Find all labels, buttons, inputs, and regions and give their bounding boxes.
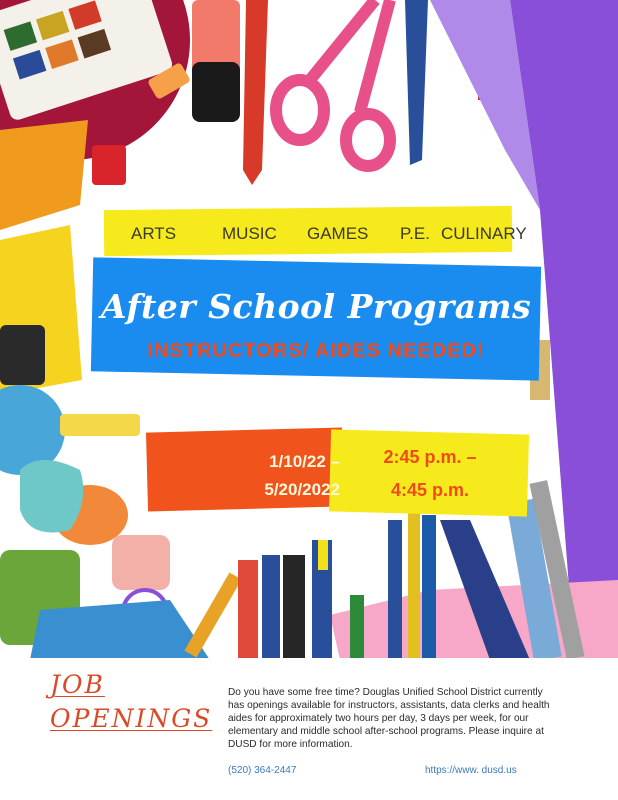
job-description: Do you have some free time? Douglas Unified School District currently has openings available for instructors, assistants, data clerks and health aides for approximately two hours per day, 3 days per week, for our elementary and middle school after-school programs. Please inquire at DUSD for more information.	[228, 687, 550, 750]
start-time: 2:45 p.m. –	[383, 447, 477, 467]
blue-pen-image	[405, 0, 428, 165]
ruler-image	[0, 120, 88, 230]
end-time: 4:45 p.m.	[390, 480, 470, 500]
time-band	[329, 429, 529, 516]
highlighter-image	[192, 0, 240, 122]
start-date: 1/10/22 –	[269, 452, 340, 471]
scissors-image	[276, 0, 390, 166]
page-title: After School Programs	[100, 287, 532, 326]
job-heading-line2: OPENINGS	[50, 704, 213, 733]
end-date: 5/20/2022	[264, 480, 340, 499]
category-pe: P.E.	[400, 224, 430, 243]
category-music: MUSIC	[222, 224, 277, 243]
category-culinary: CULINARY	[441, 224, 527, 243]
subtitle: INSTRUCTORS/ AIDES NEEDED!	[147, 340, 485, 362]
category-games: GAMES	[307, 224, 369, 243]
phone-number: (520) 364-2447	[228, 765, 297, 776]
job-heading-line1: JOB	[50, 670, 105, 699]
red-pencil-image	[243, 0, 268, 185]
category-arts: ARTS	[131, 224, 177, 243]
website-link[interactable]: https://www. dusd.us	[425, 765, 517, 776]
